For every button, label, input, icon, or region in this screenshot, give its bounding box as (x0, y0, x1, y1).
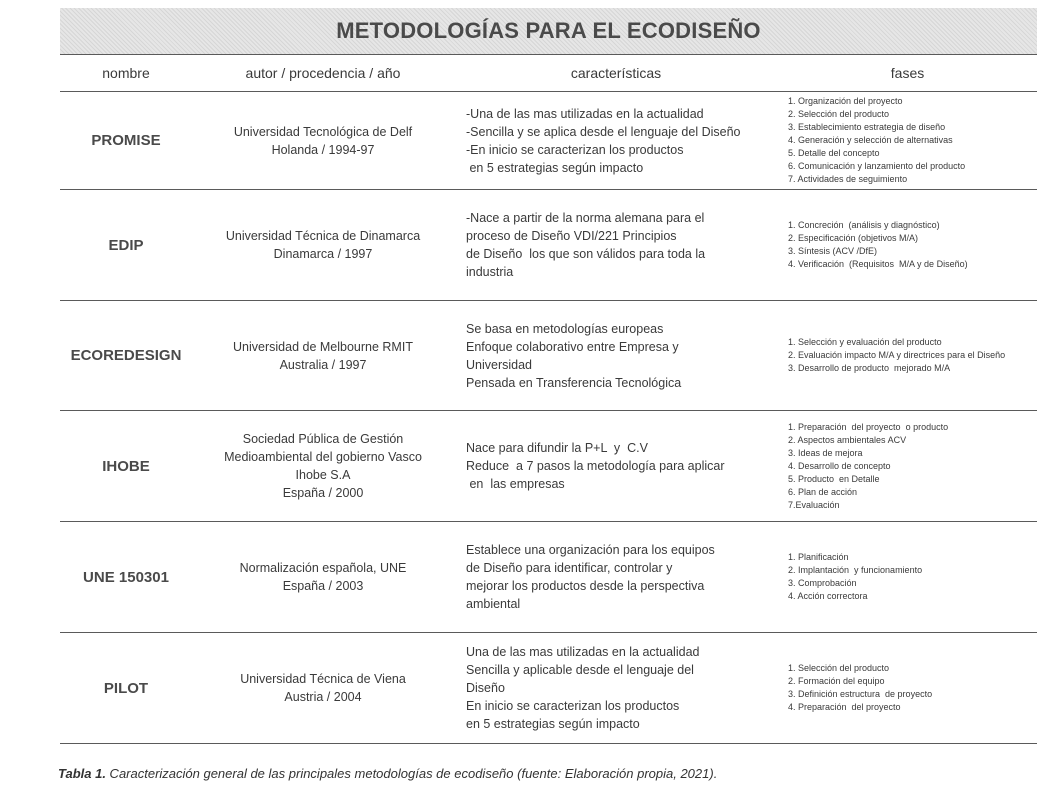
caracteristicas-line: -Nace a partir de la norma alemana para el (466, 211, 705, 225)
fases-line: 1. Organización del proyecto (788, 96, 903, 106)
methodologies-table (60, 8, 1037, 744)
caracteristicas-line: Pensada en Transferencia Tecnológica (466, 375, 682, 390)
fases-line: 2. Evaluación impacto M/A y directrices para el Diseño (788, 350, 1006, 360)
table-row (60, 301, 1037, 411)
caracteristicas-line: En inicio se caracterizan los productos (466, 699, 680, 713)
cell-nombre: IHOBE (102, 457, 150, 475)
autor-line: Universidad de Melbourne RMIT (233, 339, 413, 354)
fases-line: 1. Selección y evaluación del producto (788, 337, 942, 347)
autor-line: Medioambiental del gobierno Vasco (224, 450, 422, 464)
fases-line: 3. Ideas de mejora (788, 447, 863, 458)
caracteristicas-line: Reduce a 7 pasos la metodología para aplicar (466, 459, 725, 473)
autor-line: Universidad Técnica de Viena (240, 672, 406, 686)
caracteristicas-line: Establece una organización para los equipos (466, 543, 715, 557)
header-row (60, 54, 1037, 92)
table-caption (58, 766, 717, 781)
cell-caracteristicas (454, 633, 778, 743)
fases-line: 3. Síntesis (ACV /DfE) (788, 246, 878, 256)
cell-autor (192, 633, 454, 743)
cell-nombre: PILOT (103, 679, 149, 697)
cell-nombre: PROMISE (91, 132, 161, 149)
fases-line: 2. Aspectos ambientales ACV (788, 434, 907, 445)
caracteristicas-line: -Sencilla y se aplica desde el lenguaje del Diseño (466, 124, 741, 139)
cell-autor (192, 301, 454, 410)
fases-line: 4. Verificación (Requisitos M/A y de Diseño) (788, 259, 968, 269)
header-caracteristicas: características (570, 65, 662, 81)
fases-line: 7. Actividades de seguimiento (788, 174, 908, 184)
fases-line: 1. Concreción (análisis y diagnóstico) (788, 220, 940, 230)
autor-line: España / 2003 (282, 579, 364, 593)
fases-line: 1. Selección del producto (788, 663, 890, 673)
caracteristicas-line: Enfoque colaborativo entre Empresa y (466, 339, 679, 354)
caption-text: Caracterización general de las principales metodologías de ecodiseño (fuente: Elaboración propia, 2021). (105, 766, 718, 781)
cell-caracteristicas (454, 301, 778, 410)
fases-line: 7.Evaluación (788, 499, 840, 510)
cell-caracteristicas (454, 190, 778, 300)
fases-line: 5. Producto en Detalle (788, 473, 880, 484)
autor-line: Ihobe S.A (295, 468, 351, 482)
cell-autor (192, 92, 454, 189)
caracteristicas-line: mejorar los productos desde la perspectiva (466, 579, 705, 593)
fases-line: 4. Preparación del proyecto (788, 702, 901, 712)
autor-line: Universidad Técnica de Dinamarca (225, 229, 421, 243)
caracteristicas-line: de Diseño los que son válidos para toda la (466, 247, 706, 261)
autor-line: Austria / 2004 (284, 690, 362, 704)
fases-line: 5. Detalle del concepto (788, 148, 880, 158)
autor-line: Australia / 1997 (279, 357, 367, 372)
header-autor: autor / procedencia / año (245, 65, 401, 81)
caracteristicas-line: proceso de Diseño VDI/221 Principios (466, 229, 677, 243)
fases-line: 6. Comunicación y lanzamiento del producto (788, 161, 966, 171)
autor-line: Normalización española, UNE (239, 561, 407, 575)
table-row (60, 411, 1037, 522)
caracteristicas-line: -En inicio se caracterizan los productos (466, 142, 684, 157)
caracteristicas-line: Diseño (466, 681, 505, 695)
table-row (60, 92, 1037, 190)
cell-fases (778, 522, 1037, 632)
fases-line: 4. Generación y selección de alternativas (788, 135, 953, 145)
autor-line: Holanda / 1994-97 (271, 142, 375, 157)
caracteristicas-line: ambiental (466, 597, 521, 611)
header-fases: fases (890, 65, 925, 81)
cell-autor (192, 522, 454, 632)
fases-line: 1. Preparación del proyecto o producto (788, 421, 949, 432)
cell-autor (192, 411, 454, 521)
caracteristicas-line: Universidad (466, 357, 533, 372)
fases-line: 2. Selección del producto (788, 109, 890, 119)
fases-line: 6. Plan de acción (788, 486, 858, 497)
cell-fases (778, 411, 1037, 521)
cell-nombre: EDIP (108, 236, 144, 254)
table-row (60, 190, 1037, 301)
fases-line: 2. Implantación y funcionamiento (788, 565, 923, 575)
caracteristicas-line: Se basa en metodologías europeas (466, 321, 664, 336)
fases-line: 4. Acción correctora (788, 591, 868, 601)
table-row (60, 633, 1037, 744)
header-nombre: nombre (102, 65, 150, 81)
caracteristicas-line: Sencilla y aplicable desde el lenguaje del (466, 663, 694, 677)
autor-line: España / 2000 (282, 486, 364, 500)
fases-line: 2. Formación del equipo (788, 676, 885, 686)
cell-caracteristicas (454, 92, 778, 189)
caracteristicas-line: -Una de las mas utilizadas en la actualidad (466, 106, 704, 121)
fases-line: 2. Especificación (objetivos M/A) (788, 233, 919, 243)
cell-autor (192, 190, 454, 300)
cell-nombre: UNE 150301 (83, 568, 169, 586)
fases-line: 3. Desarrollo de producto mejorado M/A (788, 363, 951, 373)
caption-label: Tabla 1. (58, 766, 106, 781)
fases-line: 3. Establecimiento estrategia de diseño (788, 122, 946, 132)
table-row (60, 522, 1037, 633)
fases-line: 1. Planificación (788, 552, 849, 562)
cell-caracteristicas (454, 411, 778, 521)
caracteristicas-line: Una de las mas utilizadas en la actualidad (466, 645, 700, 659)
cell-caracteristicas (454, 522, 778, 632)
cell-nombre: ECOREDESIGN (70, 347, 182, 364)
caracteristicas-line: Nace para difundir la P+L y C.V (466, 441, 648, 455)
cell-fases (778, 301, 1037, 410)
autor-line: Sociedad Pública de Gestión (242, 432, 404, 446)
fases-line: 4. Desarrollo de concepto (788, 460, 891, 471)
caracteristicas-line: en 5 estrategias según impacto (466, 160, 644, 175)
fases-line: 3. Comprobación (788, 578, 857, 588)
caracteristicas-line: de Diseño para identificar, controlar y (466, 561, 673, 575)
table-body (60, 92, 1037, 744)
cell-fases (778, 633, 1037, 743)
caracteristicas-line: industria (466, 265, 514, 279)
autor-line: Dinamarca / 1997 (273, 247, 373, 261)
caracteristicas-line: en las empresas (466, 477, 565, 491)
autor-line: Universidad Tecnológica de Delf (233, 124, 413, 139)
cell-fases (778, 190, 1037, 300)
table-title: METODOLOGÍAS PARA EL ECODISEÑO (60, 8, 1037, 54)
fases-line: 3. Definición estructura de proyecto (788, 689, 933, 699)
caracteristicas-line: en 5 estrategias según impacto (466, 717, 640, 731)
cell-fases (778, 92, 1037, 189)
